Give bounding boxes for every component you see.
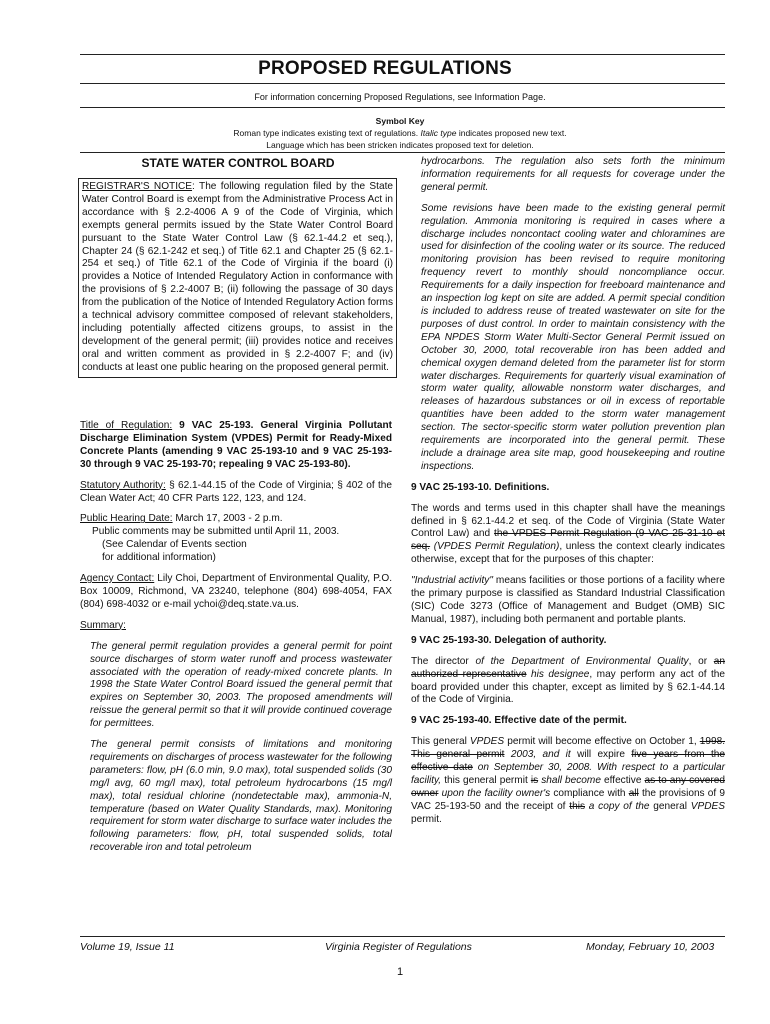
summary-paragraph-3: hydrocarbons. The regulation also sets forth the minimum information requirements for all requests for coverage under the general permit. — [421, 156, 725, 193]
symbol-key-line-2: Language which has been stricken indicates proposed text for deletion. — [266, 140, 534, 150]
effective-date-paragraph: This general VPDES permit will become effective on October 1, 1998. This general permit 2003, and it will expire five years from the effective date on September 30, 2008. With respect to a particular facility, this general permit is shall become effective as to any covered owner upon the facility owner's compliance with all the provisions of 9 VAC 25-193-50 and the receipt of this a copy of the general VPDES permit. — [411, 736, 726, 825]
summary-paragraph-2: The general permit consists of limitations and monitoring requirements on discharges of process wastewater for the following parameters: flow, pH (6.0 min, 9.0 max), total suspended solids (30 mg/l avg, 60 mg/l max), total petroleum hydrocarbons (15 mg/l max), total residual chlorine (nondetectable max), ammonia-N, temperature (based on Water Quality Standards, max). Monitoring requirement for storm water discharge to surface water includes the following parameters: flow, pH, total suspended solids, total recoverable iron and total petroleum — [90, 739, 392, 854]
agency-text: Lily Choi, Department of Environmental Quality, P.O. Box 10009, Richmond, VA 23240, telephone (804) 698-4054, FAX (804) 698-4032 or e-mail ychoi@deq.state.va.us. — [80, 573, 392, 610]
industrial-activity-definition: "Industrial activity" means facilities or those portions of a facility where the primary purpose is classified as Standard Industrial Classification (SIC) Code 3273 (Office of Management and Budget (OMB) SIC Manual, 1987), including both permanent and portable plants. — [411, 575, 725, 625]
regulation-title — [80, 420, 392, 472]
footer-date: Monday, February 10, 2003 — [586, 941, 715, 953]
left-column — [80, 420, 392, 863]
section-heading-definitions: 9 VAC 25-193-10. Definitions. — [411, 481, 550, 493]
agency-label: Agency Contact: — [80, 573, 155, 585]
symbol-key-italic-desc: indicates proposed new text. — [458, 128, 567, 138]
section-heading-effective-date: 9 VAC 25-193-40. Effective date of the permit. — [411, 715, 627, 727]
hearing-text: March 17, 2003 - 2 p.m. — [175, 513, 283, 525]
footer-rule — [80, 936, 725, 937]
hearing-line-4: for additional information) — [102, 552, 216, 564]
board-heading: STATE WATER CONTROL BOARD — [141, 156, 335, 170]
top-rule — [80, 54, 725, 55]
footer-publication: Virginia Register of Regulations — [325, 941, 472, 953]
symbol-key-title: Symbol Key — [375, 116, 425, 126]
section-heading-delegation: 9 VAC 25-193-30. Delegation of authority. — [411, 634, 607, 646]
hearing-line-3: (See Calendar of Events section — [102, 539, 247, 551]
symbol-key-rule — [80, 152, 725, 153]
definitions-paragraph: The words and terms used in this chapter shall have the meanings defined in § 62.1-44.2 et seq. of the Code of Virginia (State Water Control Law) and the VPDES Permit Regulation (9 VAC 25-31-10 et seq. (VPDES Permit Regulation), unless the context clearly indicates otherwise, except that for the purposes of this chapter: — [411, 502, 725, 566]
title-text: 9 VAC 25-193. General Virginia Pollutant Discharge Elimination System (VPDES) Permit for Ready-Mixed Concrete Plants (amending 9 VAC 25-193-10 and 9 VAC 25-193-30 through 9 VAC 25-193-70; repealing 9 VAC 25-193-80). — [80, 420, 392, 470]
agency-contact — [80, 573, 392, 612]
symbol-key-roman: Roman type indicates existing text of regulations. — [233, 128, 419, 138]
info-line: For information concerning Proposed Regulations, see Information Page. — [254, 92, 546, 102]
notice-text: : The following regulation filed by the State Water Control Board is exempt from the Administrative Process Act in accordance with § 2.2-4006 A 9 of the Code of Virginia, which exempts general permits issued by the State Water Control Board pursuant to the State Water Control Law (§ 62.1-44.2 et seq.), Chapter 24 (§ 62.1-242 et seq.) of Title 62.1 and Chapter 25 (§ 62.1-254 et seq.) of Title 62.1 of the Code of Virginia if the board (i) provides a Notice of Intended Regulatory Action in conformance with the provisions of § 2.2-4007 B; (ii) following the passage of 30 days from the publication of the Notice of Intended Regulatory Action forms a technical advisory committee composed of relevant stakeholders, including potentially affected citizens groups, to assist in the development of the general permit; (iii) provides notice and receives oral and written comment as provided in § 2.2-4007 F; and (iv) conducts at least one public hearing on the proposed general permit. — [82, 181, 393, 373]
notice-label: REGISTRAR'S NOTICE — [82, 181, 193, 192]
footer-volume: Volume 19, Issue 11 — [80, 941, 175, 953]
authority-text: § 62.1-44.15 of the Code of Virginia; § 402 of the Clean Water Act; 40 CFR Parts 122, 123, and 124. — [80, 479, 392, 504]
authority-label: Statutory Authority: — [80, 479, 166, 491]
page-title: PROPOSED REGULATIONS — [258, 58, 512, 79]
summary-paragraph-4: Some revisions have been made to the existing general permit regulation. Ammonia monitoring is required in cases where a discharge includes noncontact cooling water and chloramines are used for disinfection of the cooling water or its source. The reduced monitoring provision has been revised to require monitoring frequency revert to monthly should noncompliance occur. Requirements for a daily inspection for freeboard maintenance and an inspection log kept on site are added. A permit special condition is included to address reuse of treated wastewater on site for the purposes of dust control. In order to maintain consistency with the EPA NPDES Storm Water Multi-Sector General Permit issued on October 30, 2000, total recoverable iron has been added and chemical oxygen demand deleted from the parameter list for storm water discharges. Requirements for quarterly visual examination of storm water quality, allowable nonstorm water discharges, and releases of hazardous substances or oil in excess of reportable quantities have been added to the storm water management section. The sector-specific storm water pollution prevention plan requirements are incorporated into the general permit. These include a drainage area site map, good housekeeping and routine inspections. — [421, 202, 725, 472]
hearing-line-2: Public comments may be submitted until April 11, 2003. — [92, 526, 340, 538]
page-number: 1 — [396, 966, 404, 978]
title-label: Title of Regulation: — [80, 420, 173, 431]
public-hearing — [80, 513, 392, 565]
registrar-notice-box — [78, 178, 397, 378]
right-column — [411, 156, 725, 835]
hearing-label: Public Hearing Date: — [80, 513, 173, 525]
summary-label: Summary: — [80, 619, 126, 631]
statutory-authority — [80, 480, 392, 506]
summary-paragraph-1: The general permit regulation provides a general permit for point source discharges of storm water runoff and process wastewater associated with the operation of ready-mixed concrete plants. In 1998 the State Water Control Board issued the general permit that expires on September 30, 2003. The proposed amendments will reissue the general permit so that it will provide continued coverage for permittees. — [90, 640, 392, 730]
symbol-key-italic: Italic type — [420, 128, 457, 138]
info-rule — [80, 107, 725, 108]
title-rule — [80, 83, 725, 84]
delegation-paragraph: The director of the Department of Environmental Quality, or an authorized representative his designee, may perform any act of the board provided under this chapter, except as limited by § 62.1-44.14 of the Code of Virginia. — [411, 655, 726, 706]
symbol-key-line-1 — [0, 128, 770, 138]
